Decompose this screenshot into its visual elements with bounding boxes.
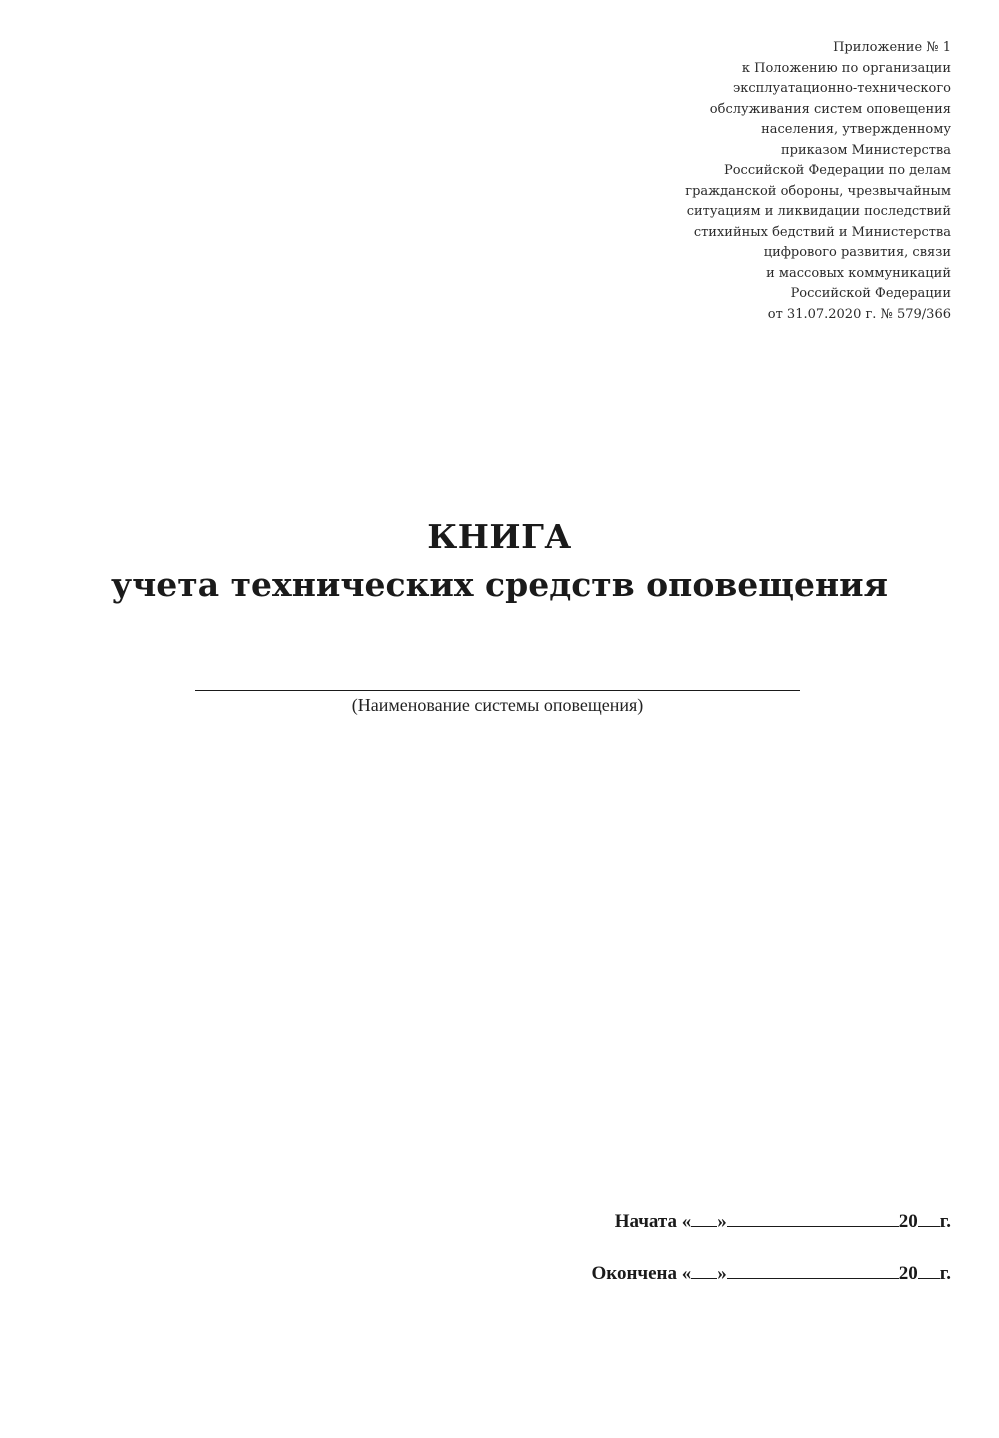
month-blank (727, 1208, 899, 1227)
appendix-line: эксплуатационно-технического (732, 81, 951, 96)
system-name-caption: (Наименование системы оповещения) (351, 695, 644, 715)
appendix-line: гражданской обороны, чрезвычайным (685, 183, 951, 199)
month-blank (727, 1260, 899, 1279)
year-suffix: г. (939, 1263, 951, 1284)
year-suffix: г. (939, 1211, 951, 1232)
date-finished-label: Окончена « (591, 1263, 692, 1284)
appendix-line: ситуациям и ликвидации последствий (686, 204, 951, 219)
date-block (591, 1208, 951, 1312)
system-name-underline (195, 690, 800, 691)
appendix-line: населения, утвержденному (761, 122, 951, 137)
appendix-line: стихийных бедствий и Министерства (693, 224, 951, 240)
day-blank (691, 1260, 717, 1279)
appendix-line: обслуживания систем оповещения (709, 101, 951, 117)
year-blank (918, 1260, 940, 1279)
appendix-line: и массовых коммуникаций (766, 265, 951, 281)
document-title (0, 513, 999, 609)
appendix-line: Российской Федерации (790, 286, 951, 301)
system-name-field (195, 690, 800, 716)
title-subtitle: учета технических средств оповещения (111, 565, 888, 604)
appendix-line: к Положению по организации (741, 60, 951, 76)
appendix-note (621, 38, 951, 325)
appendix-line: от 31.07.2020 г. № 579/366 (767, 306, 951, 322)
year-blank (918, 1208, 940, 1227)
quote-close: » (717, 1211, 727, 1232)
date-started-row (591, 1208, 951, 1260)
year-prefix: 20 (898, 1211, 918, 1232)
title-main: КНИГА (427, 517, 572, 556)
date-finished-row (591, 1260, 951, 1312)
year-prefix: 20 (898, 1263, 918, 1284)
day-blank (691, 1208, 717, 1227)
appendix-line: Российской Федерации по делам (723, 163, 951, 178)
quote-close: » (717, 1263, 727, 1284)
appendix-line: Приложение № 1 (833, 40, 951, 55)
appendix-line: приказом Министерства (780, 142, 951, 158)
date-started-label: Начата « (614, 1211, 692, 1232)
appendix-line: цифрового развития, связи (763, 245, 951, 260)
